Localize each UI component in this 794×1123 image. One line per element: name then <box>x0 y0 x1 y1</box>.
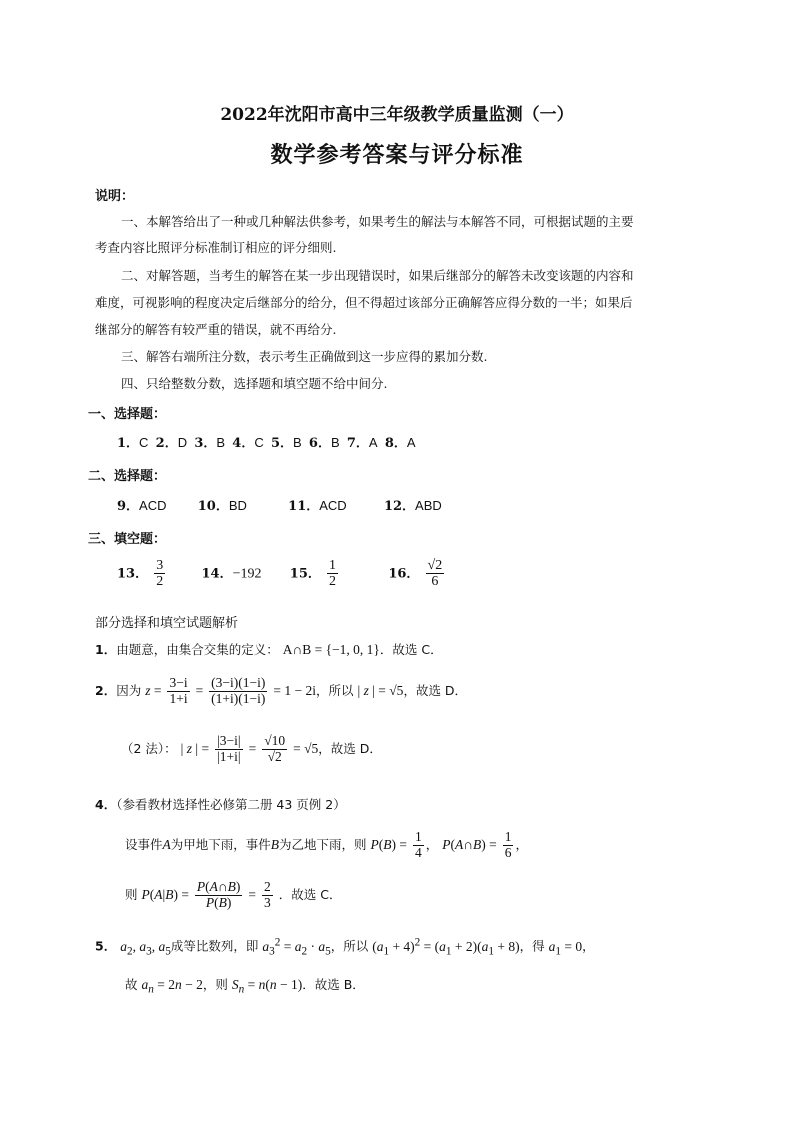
note-4: 四、只给整数分数，选择题和填空题不给中间分. <box>121 376 388 391</box>
section-2-title: 二、选择题： <box>88 469 167 484</box>
answer-item: 8．A <box>384 435 416 451</box>
answer-16-fraction: $\frac{√2}{6}$ <box>427 558 443 590</box>
answer-item: 2．D <box>155 435 188 451</box>
answer-item: 7．A <box>346 435 378 451</box>
note-2b: 难度，可视影响的程度决定后继部分的给分，但不得超过该部分正确解答应得分数的一半；如果后 <box>95 295 633 310</box>
analysis-title: 部分选择和填空试题解析 <box>95 616 239 631</box>
note-2a: 二、对解答题，当考生的解答在某一步出现错误时，如果后继部分的解答未改变该题的内容和 <box>121 268 634 283</box>
answer-item: 11．ACD <box>288 498 347 514</box>
analysis-q2-method2: （2 法）： | z | = $\frac{|3-i|}{|1+i|}$ = $\frac{√10}{√2}$ = √5，故选 D． <box>121 733 382 764</box>
note-1b: 考查内容比照评分标准制订相应的评分细则. <box>95 240 337 255</box>
note-2c: 继部分的解答有较严重的错误，就不再给分. <box>95 322 337 337</box>
section-1-title: 一、选择题： <box>88 407 167 422</box>
analysis-q4-line1: 设事件A为甲地下雨，事件B为乙地下雨，则 P(B) = $\frac{1}{4}$ ， P(A∩B) = $\frac{1}{6}$ ， <box>125 829 528 860</box>
answer-item: 10．BD <box>197 498 247 514</box>
answer-item: 5．B <box>270 435 302 451</box>
analysis-q2: 2．因为 z = $\frac{3-i}{1+i}$ = $\frac{(3-i)(1-i)}{(1+i)(1-i)}$ = 1 − 2i，所以 | z | = √5，故选 D． <box>95 675 468 706</box>
notes-heading: 说明： <box>95 189 135 204</box>
answer-14: −192 <box>232 566 262 582</box>
answer-item: 12．ABD <box>383 498 442 514</box>
answer-15-fraction: $\frac{1}{2}$ <box>329 558 337 590</box>
section-1-answers <box>117 432 416 451</box>
section-3-title: 三、填空题： <box>88 532 167 547</box>
analysis-q4-line2: 则 P(A|B) = $\frac{P(A\cap B)}{P(B)}$ = $\frac{2}{3}$ ．故选 C． <box>125 879 342 910</box>
answer-item: 3．B <box>194 435 226 451</box>
page-title: 2022年沈阳市高中三年级教学质量监测（一） <box>220 105 574 125</box>
answer-item: 4．C <box>232 435 264 451</box>
analysis-q1: 1．由题意，由集合交集的定义： A∩B = {−1, 0, 1}．故选 C． <box>95 642 443 657</box>
answer-item: 6．B <box>308 435 340 451</box>
note-3: 三、解答右端所注分数，表示考生正确做到这一步应得的累加分数. <box>121 349 488 364</box>
section-2-answers <box>117 495 442 514</box>
section-3-answers: 13． $\frac{3}{2}$ 14．−192 15． $\frac{1}{2}$ 16． $\frac{√2}{6}$ <box>117 558 443 590</box>
answer-item: 9．ACD <box>117 498 167 514</box>
analysis-q5-line1: 5． $a_2$, $a_3$, $a_5$成等比数列，即 $a_3^2 = a_2 \cdot a_5$，所以 $(a_1 + 4)^2 = (a_1 + 2)(a_1 + 8)$，得 $a_1 = 0$， <box>95 936 595 958</box>
answer-13-fraction: $\frac{3}{2}$ <box>156 558 164 590</box>
answer-item: 1．C <box>117 435 149 451</box>
note-1a: 一、本解答给出了一种或几种解法供参考，如果考生的解法与本解答不同，可根据试题的主要 <box>121 214 634 229</box>
analysis-q5-line2: 故 $a_n = 2n - 2$，则 $S_n = n(n - 1)$．故选 B． <box>125 977 365 996</box>
analysis-q4-header: 4．（参看教材选择性必修第二册 43 页例 2） <box>95 797 346 812</box>
page-subtitle: 数学参考答案与评分标准 <box>270 142 524 168</box>
